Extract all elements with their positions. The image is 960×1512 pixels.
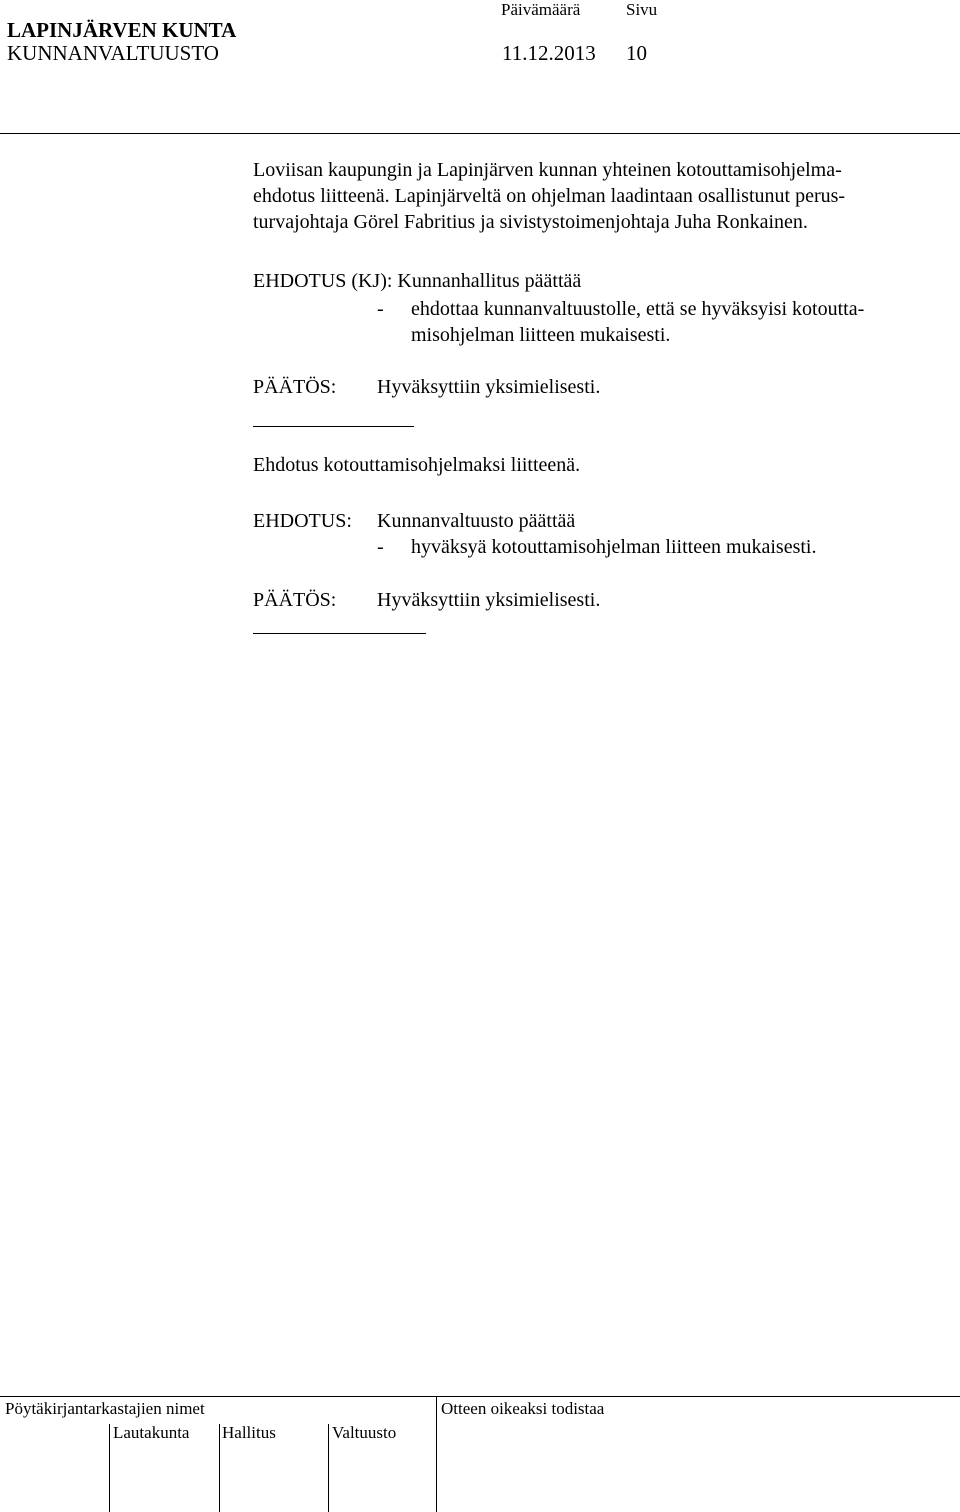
board-decision-text: Hyväksyttiin yksimielisesti. [377, 376, 601, 398]
footer-top-divider [0, 1396, 960, 1397]
footer-col-hallitus: Hallitus [222, 1423, 276, 1442]
footer-column-divider [436, 1396, 437, 1512]
council-decision-label: PÄÄTÖS: [253, 589, 337, 611]
footer-column-divider [109, 1424, 110, 1512]
council-decision-text: Hyväksyttiin yksimielisesti. [377, 589, 601, 611]
section-separator [253, 426, 414, 427]
footer-certify-label: Otteen oikeaksi todistaa [441, 1399, 605, 1418]
signature-footer [0, 1396, 960, 1512]
footer-col-valtuusto: Valtuusto [332, 1423, 397, 1442]
board-decision-label: PÄÄTÖS: [253, 376, 337, 398]
footer-column-divider [219, 1424, 220, 1512]
board-proposal-item-line1: ehdottaa kunnanvaltuustolle, että se hyväksyisi kotoutta- [411, 298, 865, 320]
intro-line: ehdotus liitteenä. Lapinjärveltä on ohjelman laadintaan osallistunut perus- [253, 185, 846, 207]
council-intro-text: Ehdotus kotouttamisohjelmaksi liitteenä. [253, 454, 581, 476]
footer-col-lautakunta: Lautakunta [113, 1423, 190, 1442]
footer-column-divider [328, 1424, 329, 1512]
board-proposal-item-line2: misohjelman liitteen mukaisesti. [411, 324, 671, 346]
council-proposal-item: hyväksyä kotouttamisohjelman liitteen mukaisesti. [411, 536, 817, 558]
section-separator [253, 633, 426, 634]
council-proposal-dash: - [377, 536, 384, 558]
intro-paragraph [253, 157, 943, 235]
council-name: KUNNANVALTUUSTO [7, 41, 219, 65]
council-proposal-label: EHDOTUS: [253, 510, 352, 532]
date-label: Päivämäärä [501, 0, 581, 19]
organization-name: LAPINJÄRVEN KUNTA [7, 18, 237, 42]
board-proposal-dash: - [377, 298, 384, 320]
board-proposal-heading: EHDOTUS (KJ): Kunnanhallitus päättää [253, 270, 582, 292]
page-label: Sivu [626, 0, 658, 19]
footer-checkers-label: Pöytäkirjantarkastajien nimet [5, 1399, 205, 1418]
intro-line: turvajohtaja Görel Fabritius ja sivistystoimenjohtaja Juha Ronkainen. [253, 211, 808, 233]
council-proposal-heading: Kunnanvaltuusto päättää [377, 510, 576, 532]
page-number: 10 [626, 41, 647, 65]
intro-line: Loviisan kaupungin ja Lapinjärven kunnan yhteinen kotouttamisohjelma- [253, 159, 842, 181]
header-divider [0, 133, 960, 134]
date-value: 11.12.2013 [502, 41, 596, 65]
